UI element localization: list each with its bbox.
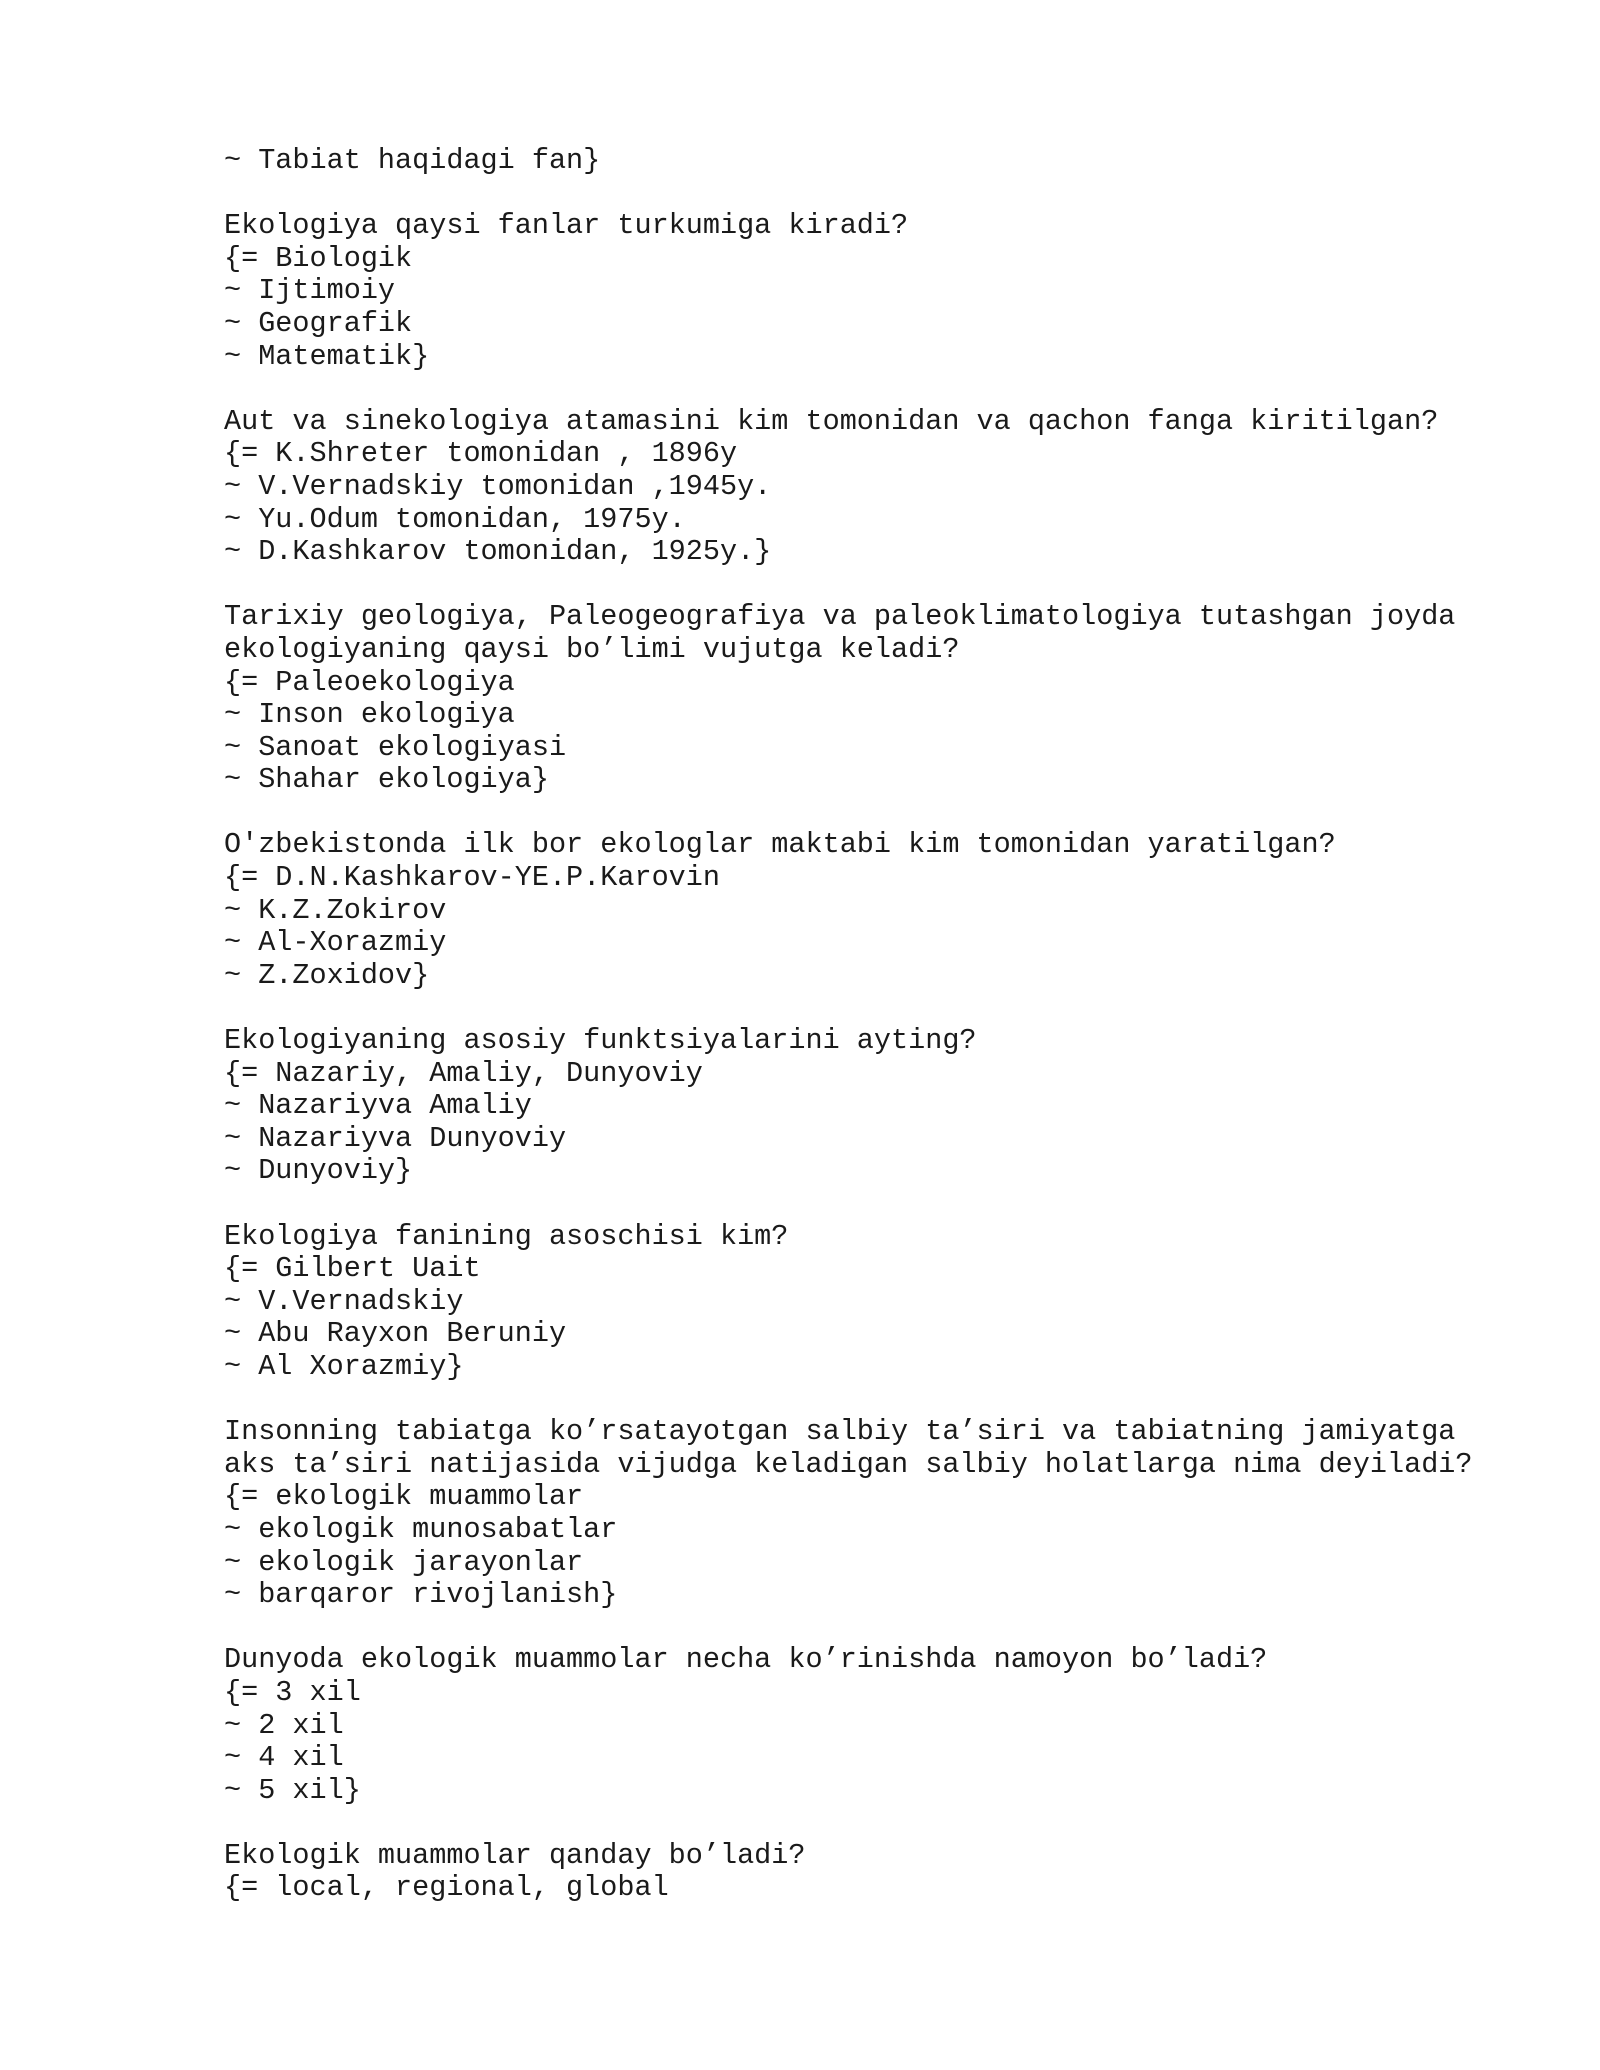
answer-option: ~ Ijtimoiy xyxy=(224,274,396,308)
question-text: Dunyoda ekologik muammolar necha ko’rinishda namoyon bo’ladi? xyxy=(224,1643,1268,1677)
answer-option: ~ Sanoat ekologiyasi xyxy=(224,730,567,764)
correct-answer: {= ekologik muammolar xyxy=(224,1480,584,1514)
question-text: Ekologiyaning asosiy funktsiyalarini ayting? xyxy=(224,1024,977,1058)
lead-block xyxy=(224,145,1524,178)
answer-option: ~ barqaror rivojlanish} xyxy=(224,1578,618,1612)
answer-option: ~ Al Xorazmiy} xyxy=(224,1349,464,1383)
answer-option: ~ 4 xil xyxy=(224,1741,344,1775)
correct-answer: {= Biologik xyxy=(224,241,413,275)
answer-option: ~ Yu.Odum tomonidan, 1975y. xyxy=(224,502,686,536)
question-text: aks ta’siri natijasida vijudga keladigan salbiy holatlarga nima deyiladi? xyxy=(224,1447,1473,1481)
question-text: Ekologik muammolar qanday bo’ladi? xyxy=(224,1838,806,1872)
document-page xyxy=(224,145,1524,1905)
question-text: Insonning tabiatga ko’rsatayotgan salbiy ta’siri va tabiatning jamiyatga xyxy=(224,1415,1456,1449)
answer-option: ~ Al-Xorazmiy xyxy=(224,926,447,960)
answer-option: ~ Z.Zoxidov} xyxy=(224,958,430,992)
question-block xyxy=(224,210,1524,373)
question-block xyxy=(224,406,1524,569)
answer-option: ~ V.Vernadskiy xyxy=(224,1284,464,1318)
answer-option: ~ 2 xil xyxy=(224,1708,344,1742)
correct-answer: {= Paleoekologiya xyxy=(224,665,515,699)
answer-option: ~ Matematik} xyxy=(224,339,430,373)
question-block xyxy=(224,1840,1524,1905)
answer-option: ~ K.Z.Zokirov xyxy=(224,893,447,927)
correct-answer: {= K.Shreter tomonidan , 1896y xyxy=(224,437,738,471)
question-text: ekologiyaning qaysi bo’limi vujutga keladi? xyxy=(224,632,960,666)
answer-option: ~ ekologik munosabatlar xyxy=(224,1512,618,1546)
answer-option: ~ ekologik jarayonlar xyxy=(224,1545,584,1579)
question-block xyxy=(224,1221,1524,1384)
answer-option: ~ Geografik xyxy=(224,306,413,340)
question-text: Tarixiy geologiya, Paleogeografiya va paleoklimatologiya tutashgan joyda xyxy=(224,600,1456,634)
answer-option: ~ D.Kashkarov tomonidan, 1925y.} xyxy=(224,535,772,569)
question-text: O'zbekistonda ilk bor ekologlar maktabi kim tomonidan yaratilgan? xyxy=(224,828,1336,862)
question-list xyxy=(224,210,1524,1905)
question-block xyxy=(224,1644,1524,1807)
question-block xyxy=(224,1025,1524,1188)
answer-option: ~ Nazariyva Dunyoviy xyxy=(224,1121,567,1155)
correct-answer: {= 3 xil xyxy=(224,1675,361,1709)
question-block xyxy=(224,601,1524,797)
answer-option: ~ 5 xil} xyxy=(224,1773,361,1807)
correct-answer: {= Nazariy, Amaliy, Dunyoviy xyxy=(224,1056,703,1090)
question-block xyxy=(224,829,1524,992)
question-text: Ekologiya fanining asoschisi kim? xyxy=(224,1219,789,1253)
correct-answer: {= D.N.Kashkarov-YE.P.Karovin xyxy=(224,861,720,895)
answer-option: ~ Nazariyva Amaliy xyxy=(224,1089,532,1123)
answer-option: ~ Abu Rayxon Beruniy xyxy=(224,1317,567,1351)
answer-option: ~ Inson ekologiya xyxy=(224,698,515,732)
question-text: Aut va sinekologiya atamasini kim tomonidan va qachon fanga kiritilgan? xyxy=(224,404,1439,438)
correct-answer: {= Gilbert Uait xyxy=(224,1252,481,1286)
answer-option: ~ V.Vernadskiy tomonidan ,1945y. xyxy=(224,469,772,503)
correct-answer: {= local, regional, global xyxy=(224,1871,669,1905)
question-block xyxy=(224,1416,1524,1612)
answer-option: ~ Dunyoviy} xyxy=(224,1154,413,1188)
answer-option: ~ Shahar ekologiya} xyxy=(224,763,549,797)
answer-option: ~ Tabiat haqidagi fan} xyxy=(224,144,601,177)
question-text: Ekologiya qaysi fanlar turkumiga kiradi? xyxy=(224,209,909,243)
